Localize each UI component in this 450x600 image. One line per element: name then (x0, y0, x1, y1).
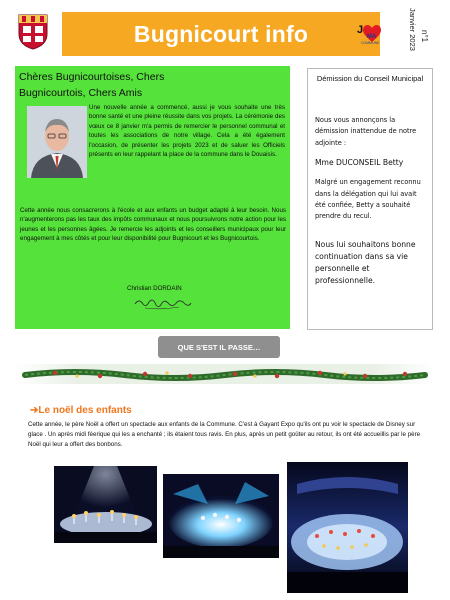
coat-of-arms-logo (18, 14, 48, 50)
ice-show-photo-2 (163, 474, 279, 558)
ice-show-photo-1 (54, 466, 157, 543)
resignation-name: Mme DUCONSEIL Betty (315, 158, 404, 168)
issue-date: Janvier 2023 (408, 8, 417, 51)
noel-heading (30, 405, 132, 416)
resignation-detail: Malgré un engagement reconnu dans la délégation qui lui avait été confiée, Betty a souhaité prendre du recul. (315, 178, 421, 221)
issue-number: n°1 (420, 30, 429, 43)
jaime-ma-commune-logo (355, 22, 389, 46)
editorial-paragraph-1: Une nouvelle année a commencé, aussi je vous souhaite une très bonne santé et une pleine réussite dans vos projets. La cérémonie des vœux ce 8 janvier m'a permis de remercier le personnel communal et toutes les associations de notre village. Cela a été également l'occasion, de présenter les projets 2023 et de saluer les Officiels présents en leur rappelant la place de la commune dans le Douaisis. (89, 104, 285, 159)
mayor-portrait (27, 106, 87, 178)
page-title: Bugnicourt info (133, 20, 309, 47)
resignation-wishes: Nous lui souhaitons bonne continuation dans sa vie personnelle et professionnelle. (315, 239, 416, 285)
que-s-est-il-passe-button[interactable] (158, 336, 280, 358)
logo-letter: J (357, 24, 364, 36)
noel-paragraph: Cette année, le père Noël a offert un spectacle aux enfants de la Commune. C'est à Gayant Expo qu'ils ont pu voir le spectacle de Disney sur glace . Un après midi féerique qui les a enchanté ; ils étaient tous ravis. En plus, après un petit goûter au retour, ils ont été accueillis par le père Noël qui leur a offert des bonbons. (28, 421, 421, 448)
editorial-greeting (19, 69, 289, 101)
arrow-right-icon: ➔ (30, 405, 39, 416)
greeting-line-1: Chères Bugnicourtoises, Chers (19, 71, 165, 83)
resignation-body (315, 115, 427, 295)
title-banner (62, 12, 380, 56)
que-s-est-il-passe-label: QUE S'EST IL PASSE… (177, 342, 261, 352)
resignation-notice (307, 68, 433, 330)
editorial-paragraph-2: Cette année nous consacrerons à l'école et aux enfants un budget adapté à leur besoin. Nous n'augmenterons pas les taux des impôts communaux et nous poursuivrons notre action pour les jeunes et les personnes âgées. Je remercie les adjoints et les conseillers municipaux pour leur engagement à mes côtés et pour leur disponibilité pour Bugnicourt et les Bugnicourtois. (20, 207, 286, 243)
ice-show-photo-3 (287, 462, 408, 593)
handwritten-signature (131, 294, 195, 312)
noel-heading-text: Le noël des enfants (38, 405, 132, 416)
resignation-intro: Nous vous annonçons la démission inattendue de notre adjointe : (315, 116, 417, 147)
signature-name: Christian DORDAIN (127, 285, 182, 292)
editorial-box (15, 66, 290, 329)
greeting-line-2: Bugnicourtois, Chers Amis (19, 87, 143, 99)
christmas-garland-divider (15, 364, 435, 384)
resignation-title: Démission du Conseil Municipal (316, 74, 424, 83)
logo-ma: MA (367, 34, 377, 40)
logo-commune: COMMUNE (361, 41, 380, 45)
